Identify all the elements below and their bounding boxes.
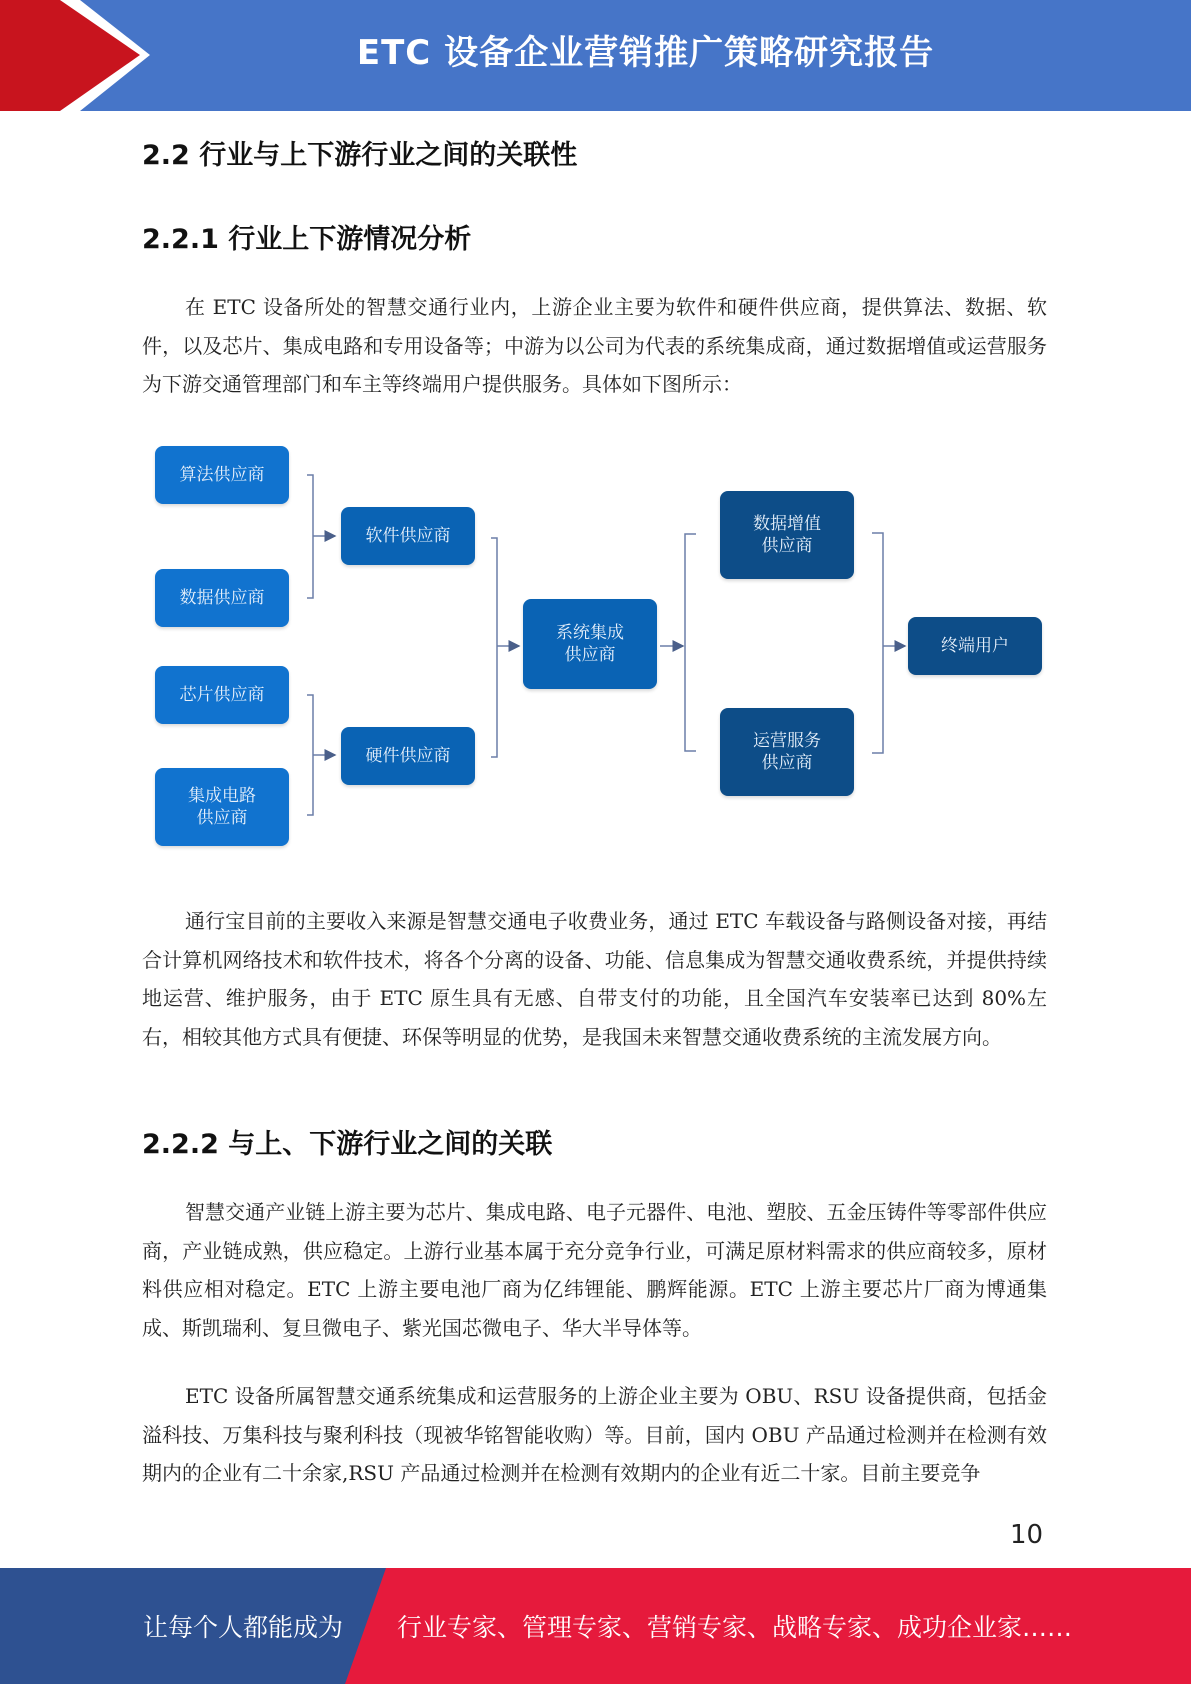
- industry-chain-diagram: [150, 435, 1055, 855]
- paragraph-supply-chain: 智慧交通产业链上游主要为芯片、集成电路、电子元器件、电池、塑胶、五金压铸件等零部件供应商，产业链成熟，供应稳定。上游行业基本属于充分竞争行业，可满足原材料需求的供应商较多，原材料供应相对稳定。ETC 上游主要电池厂商为亿纬锂能、鹏辉能源。ETC 上游主要芯片厂商为博通集成、斯凯瑞利、复旦微电子、紫光国芯微电子、华大半导体等。: [142, 1200, 1047, 1340]
- page-header: [0, 0, 1191, 111]
- subsection-heading-1: 2.2.1 行业上下游情况分析: [142, 224, 472, 255]
- node-system-integrator: 系统集成 供应商: [523, 599, 657, 689]
- node-operations-service-supplier: 运营服务 供应商: [720, 708, 854, 796]
- node-algorithm-supplier: 算法供应商: [155, 446, 289, 504]
- node-ic-supplier: 集成电路 供应商: [155, 768, 289, 846]
- node-chip-supplier: 芯片供应商: [155, 666, 289, 724]
- paragraph-upstream-downstream: 在 ETC 设备所处的智慧交通行业内，上游企业主要为软件和硬件供应商，提供算法、数据、软件，以及芯片、集成电路和专用设备等；中游为以公司为代表的系统集成商，通过数据增值或运营服务为下游交通管理部门和车主等终端用户提供服务。具体如下图所示：: [142, 295, 1047, 396]
- page-footer: [0, 1568, 1191, 1684]
- footer-slogan-right: 行业专家、管理专家、营销专家、战略专家、成功企业家……: [397, 1613, 1073, 1642]
- section-heading: 2.2 行业与上下游行业之间的关联性: [142, 140, 578, 171]
- paragraph-obu-rsu: ETC 设备所属智慧交通系统集成和运营服务的上游企业主要为 OBU、RSU 设备提供商，包括金溢科技、万集科技与聚利科技（现被华铭智能收购）等。目前，国内 OBU 产品通过检测并在检测有效期内的企业有二十余家,RSU 产品通过检测并在检测有效期内的企业有近二十家。目前主要竞争: [142, 1384, 1047, 1485]
- node-end-user: 终端用户: [908, 617, 1042, 675]
- node-software-supplier: 软件供应商: [341, 507, 475, 565]
- subsection-heading-2: 2.2.2 与上、下游行业之间的关联: [142, 1129, 553, 1160]
- footer-slogan-left: 让每个人都能成为: [143, 1613, 344, 1642]
- report-title: ETC 设备企业营销推广策略研究报告: [356, 33, 935, 73]
- node-hardware-supplier: 硬件供应商: [341, 727, 475, 785]
- node-data-value-added-supplier: 数据增值 供应商: [720, 491, 854, 579]
- node-data-supplier: 数据供应商: [155, 569, 289, 627]
- page-number: 10: [1010, 1520, 1044, 1550]
- paragraph-etc-revenue: 通行宝目前的主要收入来源是智慧交通电子收费业务，通过 ETC 车载设备与路侧设备对接，再结合计算机网络技术和软件技术，将各个分离的设备、功能、信息集成为智慧交通收费系统，并提供持续地运营、维护服务，由于 ETC 原生具有无感、自带支付的功能，且全国汽车安装率已达到 80%左右，相较其他方式具有便捷、环保等明显的优势，是我国未来智慧交通收费系统的主流发展方向。: [142, 909, 1047, 1049]
